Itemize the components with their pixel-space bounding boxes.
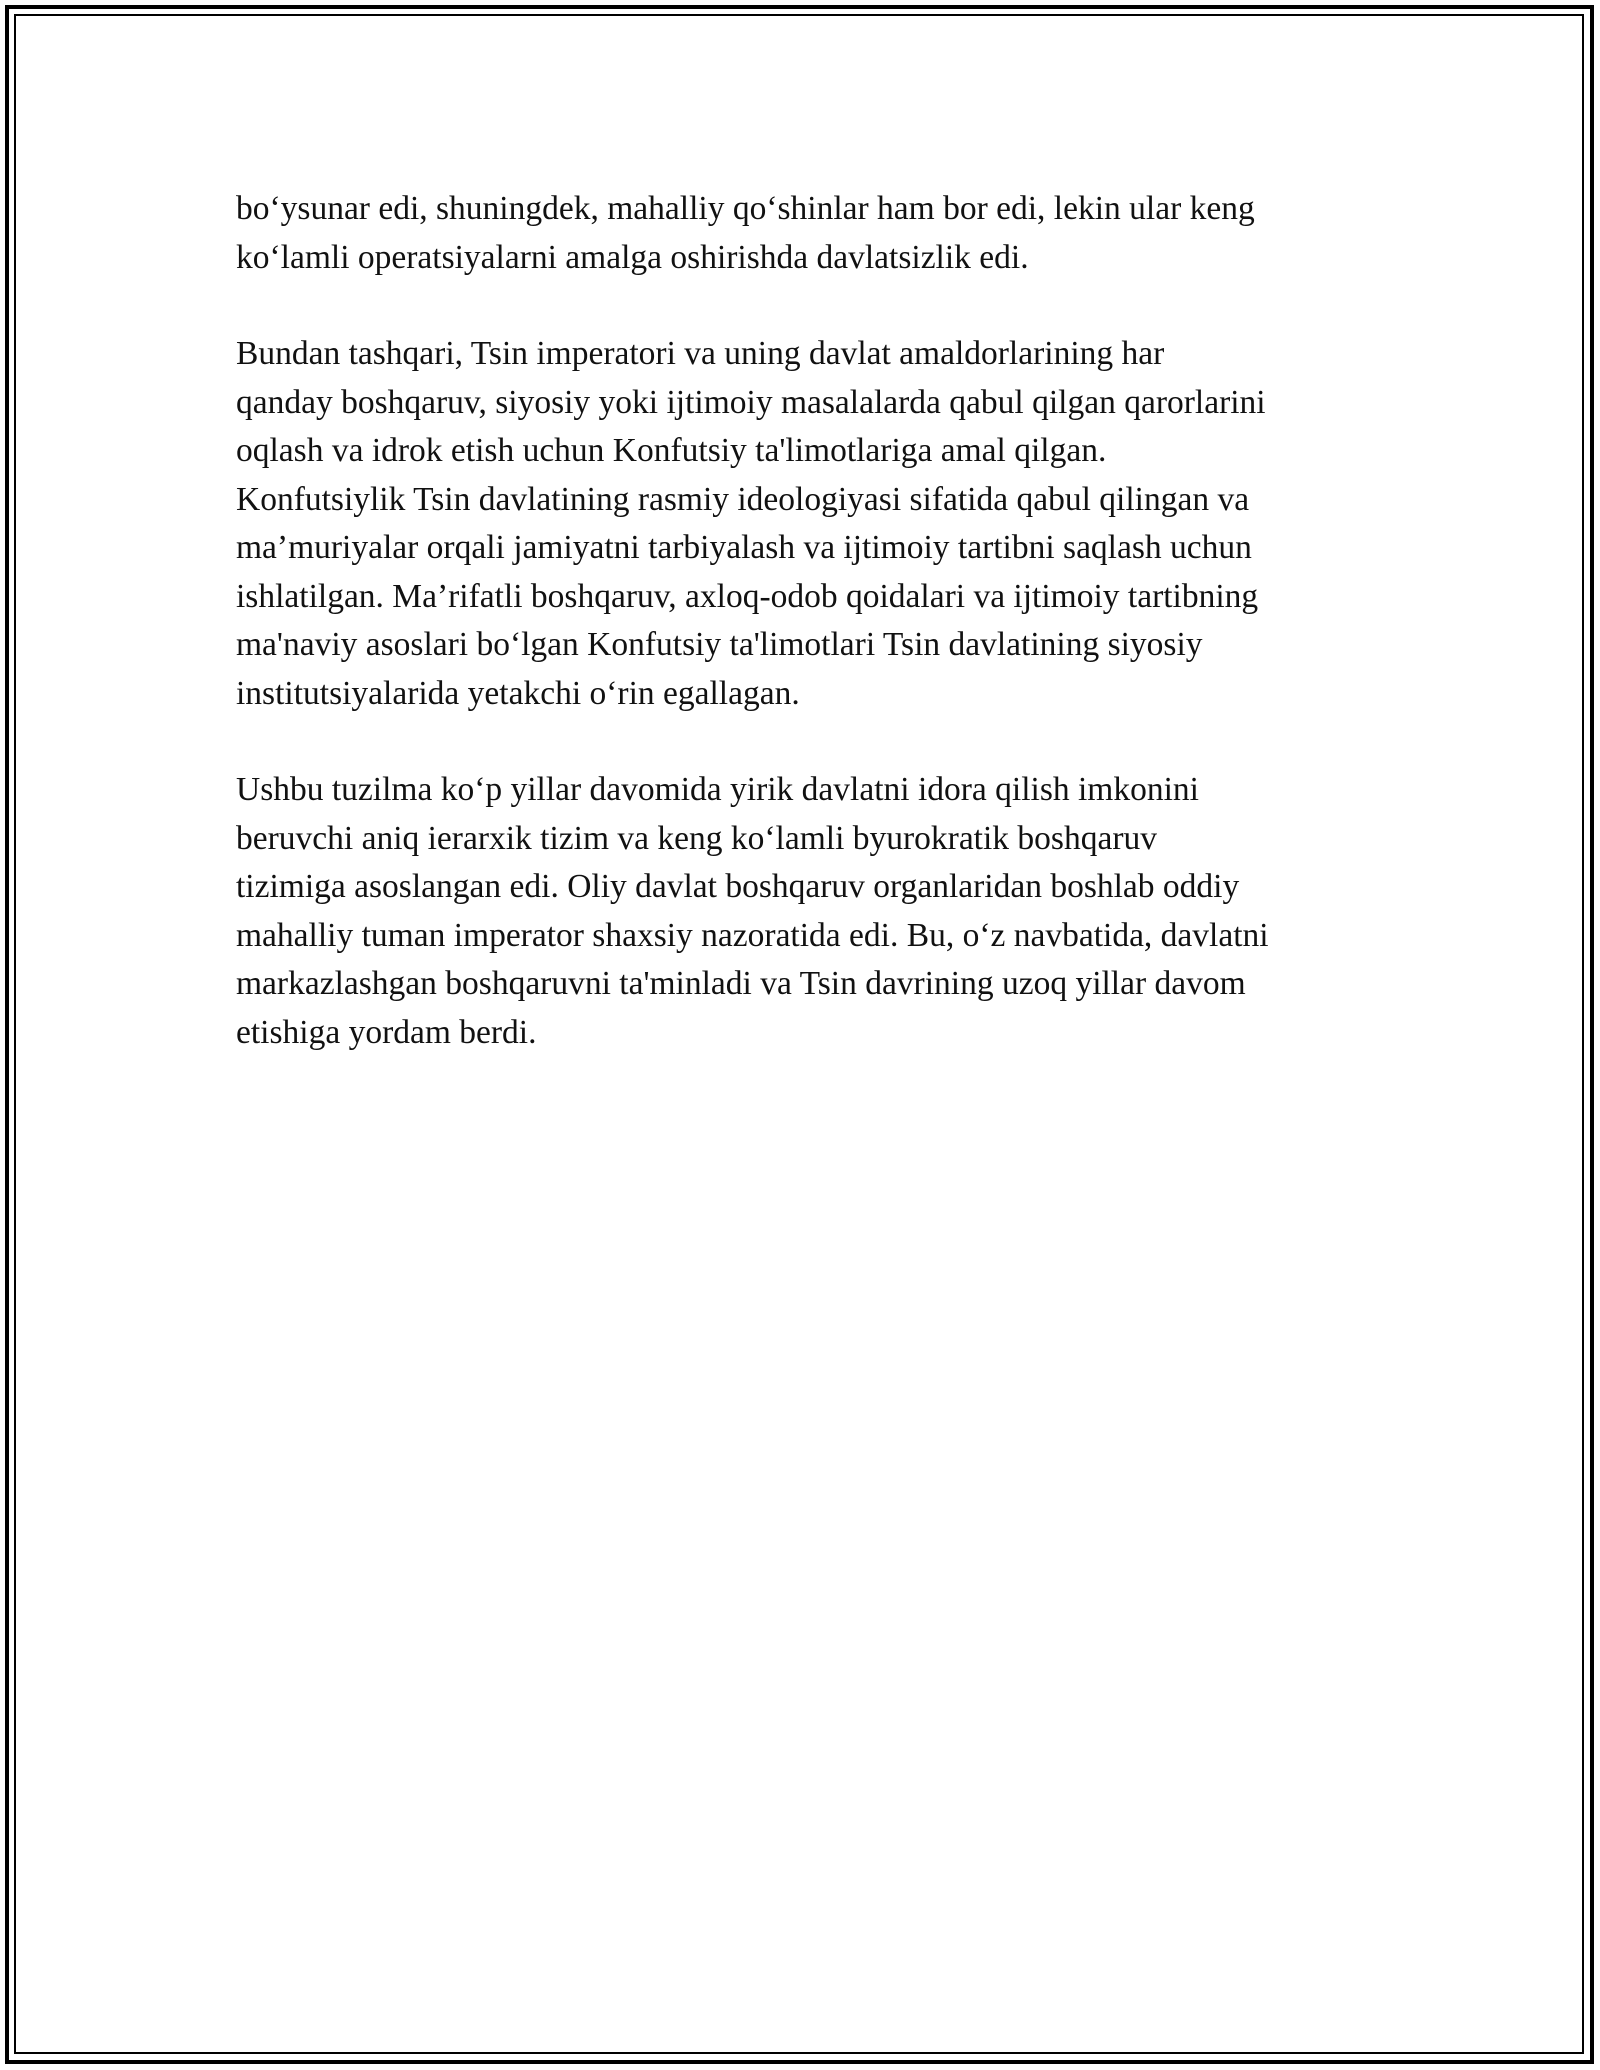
- paragraph-line: markazlashgan boshqaruvni ta'minladi va Tsin davrining uzoq yillar davom: [236, 965, 1246, 1002]
- paragraph-line: ma'naviy asoslari bo‘lgan Konfutsiy ta'limotlari Tsin davlatining siyosiy: [236, 626, 1203, 663]
- paragraph-line: etishiga yordam berdi.: [236, 1013, 537, 1051]
- paragraph-line: Ushbu tuzilma ko‘p yillar davomida yirik davlatni idora qilish imkonini: [236, 771, 1199, 808]
- paragraph-1: [236, 185, 1376, 282]
- paragraph-line: qanday boshqaruv, siyosiy yoki ijtimoiy masalalarda qabul qilgan qarorlarini: [236, 383, 1266, 421]
- document-body: [236, 185, 1376, 1105]
- paragraph-line: beruvchi aniq ierarxik tizim va keng ko‘lamli byurokratik boshqaruv: [236, 819, 1157, 857]
- paragraph-line: oqlash va idrok etish uchun Konfutsiy ta'limotlariga amal qilgan.: [236, 432, 1107, 469]
- paragraph-line: ishlatilgan. Ma’rifatli boshqaruv, axloq-odob qoidalari va ijtimoiy tartibning: [236, 577, 1259, 615]
- paragraph-3: [236, 766, 1376, 1057]
- paragraph-line: Konfutsiylik Tsin davlatining rasmiy ideologiyasi sifatida qabul qilingan va: [236, 480, 1250, 518]
- paragraph-2: [236, 330, 1376, 718]
- paragraph-line: bo‘ysunar edi, shuningdek, mahalliy qo‘shinlar ham bor edi, lekin ular keng: [236, 190, 1255, 227]
- paragraph-line: ma’muriyalar orqali jamiyatni tarbiyalash va ijtimoiy tartibni saqlash uchun: [236, 529, 1252, 566]
- paragraph-line: institutsiyalarida yetakchi o‘rin egallagan.: [236, 674, 800, 712]
- paragraph-line: mahalliy tuman imperator shaxsiy nazoratida edi. Bu, o‘z navbatida, davlatni: [236, 916, 1269, 954]
- paragraph-line: ko‘lamli operatsiyalarni amalga oshirishda davlatsizlik edi.: [236, 238, 1029, 276]
- paragraph-line: tizimiga asoslangan edi. Oliy davlat boshqaruv organlaridan boshlab oddiy: [236, 868, 1240, 905]
- paragraph-line: Bundan tashqari, Tsin imperatori va uning davlat amaldorlarining har: [236, 335, 1165, 372]
